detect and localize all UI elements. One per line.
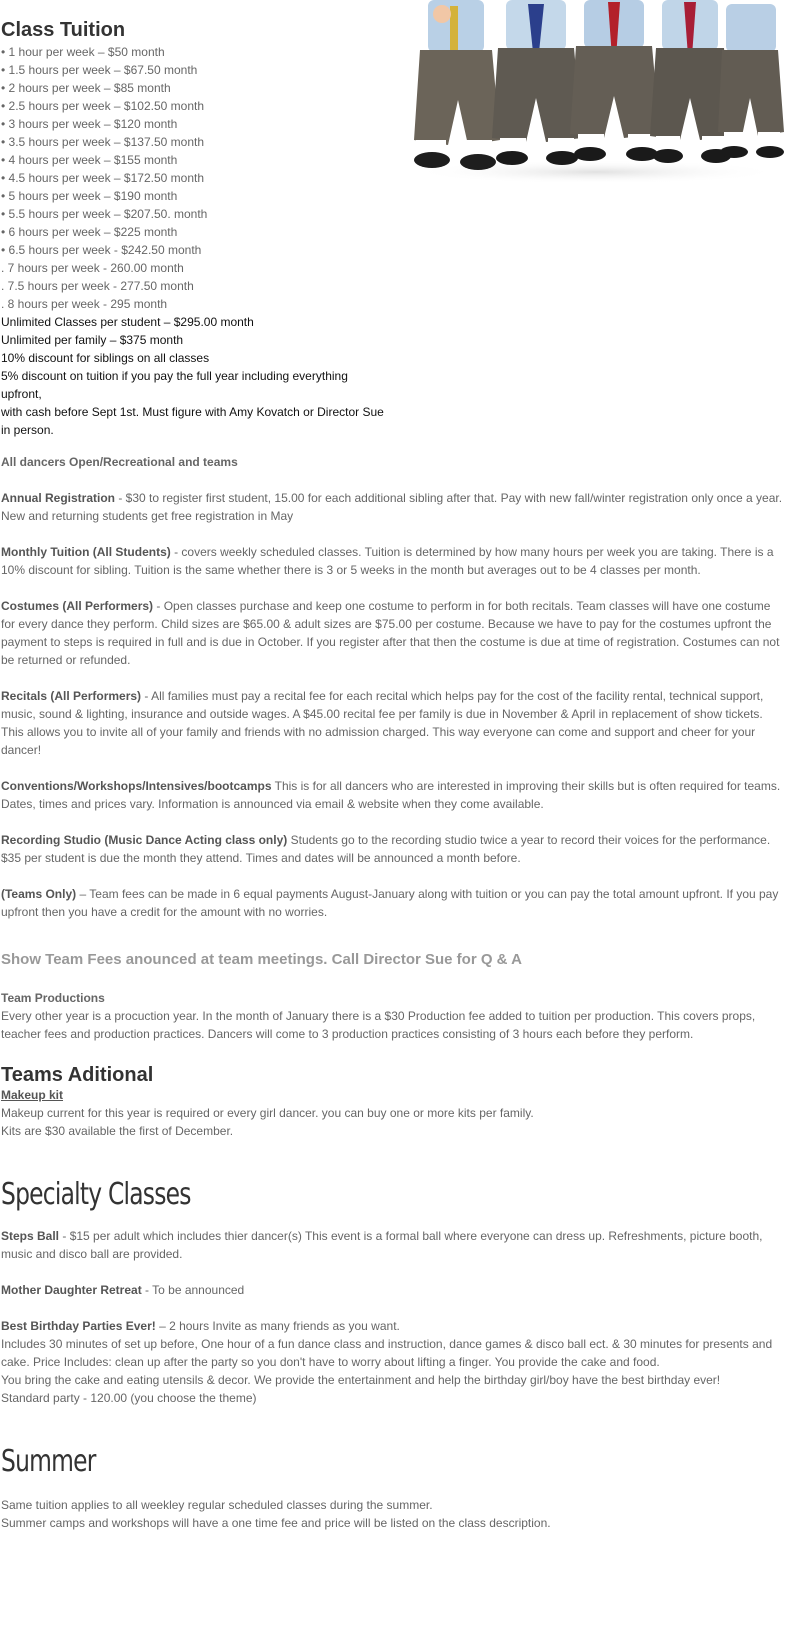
recitals-text: - All families must pay a recital fee for each recital which helps pay for the cost of the facility rental, technical support, music, sound & lighting, insurance and outside wages. A $45.00 recital fee per family is due in November & April in replacement of show tickets. This allows you to invite all of your family and friends with no admission charged. This way everyone can come and support and cheer for your dancer! bbox=[1, 689, 764, 757]
recording-label: Recording Studio (Music Dance Acting class only) bbox=[1, 833, 288, 847]
page-content bbox=[1, 0, 783, 1530]
class-tuition-heading: Class Tuition bbox=[1, 19, 126, 41]
birthday-text: – 2 hours Invite as many friends as you want. bbox=[155, 1319, 400, 1333]
full-year-discount-line: 5% discount on tuition if you pay the full year including everything upfront, bbox=[1, 369, 348, 401]
makeup-kit-label: Makeup kit bbox=[1, 1088, 64, 1102]
recitals-label: Recitals (All Performers) bbox=[1, 689, 142, 703]
rate-item: • 5 hours per week – $190 month bbox=[1, 189, 178, 203]
unlimited-student-line: Unlimited Classes per student – $295.00 month bbox=[1, 315, 254, 329]
recording-text: Students go to the recording studio twice a year to record their voices for the performance. $35 per student is due the month they attend. Times and dates will be announced a month before. bbox=[1, 833, 771, 865]
registration-text: - $30 to register first student, 15.00 for each additional sibling after that. Pay with new fall/winter registration only once a year. New and returning students get free registration in May bbox=[1, 491, 783, 523]
summer-text bbox=[1, 1496, 783, 1532]
rate-item: • 4 hours per week – $155 month bbox=[1, 153, 178, 167]
rate-item: • 6.5 hours per week - $242.50 month bbox=[1, 243, 202, 257]
costumes-label: Costumes (All Performers) bbox=[1, 599, 154, 613]
birthday-item bbox=[1, 1317, 783, 1407]
rate-item: • 4.5 hours per week – $172.50 month bbox=[1, 171, 204, 185]
cash-note-line: with cash before Sept 1st. Must figure with Amy Kovatch or Director Sue in person. bbox=[1, 405, 384, 437]
summer-heading: Summer bbox=[1, 1444, 96, 1479]
tuition-section bbox=[1, 0, 783, 446]
monthly-tuition-label: Monthly Tuition (All Students) bbox=[1, 545, 171, 559]
teams-additional-heading: Teams Aditional bbox=[1, 1064, 154, 1086]
retreat-label: Mother Daughter Retreat bbox=[1, 1283, 142, 1297]
rate-item: • 3.5 hours per week – $137.50 month bbox=[1, 135, 204, 149]
rate-item: • 6 hours per week – $225 month bbox=[1, 225, 178, 239]
tuition-block bbox=[1, 19, 391, 439]
rate-item: • 1.5 hours per week – $67.50 month bbox=[1, 63, 198, 77]
birthday-label: Best Birthday Parties Ever! bbox=[1, 1319, 156, 1333]
policies-heading: All dancers Open/Recreational and teams bbox=[1, 455, 238, 469]
birthday-line-3: You bring the cake and eating utensils & decor. We provide the entertainment and help the birthday girl/boy have the best birthday ever! bbox=[1, 1373, 721, 1387]
summer-line-2: Summer camps and workshops will have a one time fee and price will be listed on the class description. bbox=[1, 1516, 551, 1530]
team-productions-label: Team Productions bbox=[1, 991, 105, 1005]
rate-item: • 2.5 hours per week – $102.50 month bbox=[1, 99, 204, 113]
dancers-photo bbox=[406, 0, 784, 184]
teams-only-item bbox=[1, 885, 783, 921]
conventions-label: Conventions/Workshops/Intensives/bootcamps bbox=[1, 779, 272, 793]
makeup-line-1: Makeup current for this year is required or every girl dancer. you can buy one or more kits per family. bbox=[1, 1106, 534, 1120]
specialty-heading: Specialty Classes bbox=[1, 1177, 191, 1212]
conventions-text: This is for all dancers who are interested in improving their skills but is often required for teams. Dates, times and prices vary. Information is announced via email & website when they come available. bbox=[1, 779, 781, 811]
birthday-line-4: Standard party - 120.00 (you choose the theme) bbox=[1, 1391, 257, 1405]
costumes-text: - Open classes purchase and keep one costume to perform in for both recitals. Team classes will have one costume for every dance they perform. Child sizes are $65.00 & adult sizes are $75.00 per costume. Because we have to pay for the costumes upfront the payment to steps is required in full and is due in October. If you register after that then the costume is due at time of registration. Costumes can not be returned or refunded. bbox=[1, 599, 780, 667]
recitals-item bbox=[1, 687, 783, 759]
team-productions-text: Every other year is a procuction year. In the month of January there is a $30 Production fee added to tuition per production. This covers props, teacher fees and production practices. Dancers will come to 3 production practices consisting of 3 hours each before they perform. bbox=[1, 1009, 756, 1041]
makeup-line-2: Kits are $30 available the first of December. bbox=[1, 1124, 234, 1138]
summer-line-1: Same tuition applies to all weekley regular scheduled classes during the summer. bbox=[1, 1498, 433, 1512]
steps-ball-text: - $15 per adult which includes thier dancer(s) This event is a formal ball where everyone can dress up. Refreshments, picture booth, music and disco ball are provided. bbox=[1, 1229, 763, 1261]
teams-additional-section bbox=[1, 1064, 783, 1140]
rate-item: . 7.5 hours per week - 277.50 month bbox=[1, 279, 194, 293]
teams-only-label: (Teams Only) bbox=[1, 887, 77, 901]
retreat-text: - To be announced bbox=[141, 1283, 245, 1297]
monthly-tuition-text: - covers weekly scheduled classes. Tuition is determined by how many hours per week you are taking. There is a 10% discount for sibling. Tuition is the same whether there is 3 or 5 weeks in the month but averages out to be 4 classes per month. bbox=[1, 545, 774, 577]
birthday-line-2: Includes 30 minutes of set up before, One hour of a fun dance class and instruction, dance games & disco ball ect. & 30 minutes for presents and cake. Price Includes: clean up after the party so you don't have to worry about lifting a finger. You provide the cake and food. bbox=[1, 1337, 773, 1369]
team-productions-item bbox=[1, 989, 783, 1043]
rate-item: . 7 hours per week - 260.00 month bbox=[1, 261, 184, 275]
rate-item: • 1 hour per week – $50 month bbox=[1, 45, 165, 59]
costumes-item bbox=[1, 597, 783, 669]
steps-ball-label: Steps Ball bbox=[1, 1229, 60, 1243]
recording-item bbox=[1, 831, 783, 867]
registration-label: Annual Registration bbox=[1, 491, 116, 505]
dancers-photo-illustration bbox=[406, 0, 784, 184]
monthly-tuition-item bbox=[1, 543, 783, 579]
summer-section bbox=[1, 1444, 783, 1480]
rate-item: • 2 hours per week – $85 month bbox=[1, 81, 171, 95]
registration-item bbox=[1, 489, 783, 525]
rate-list bbox=[1, 43, 391, 313]
team-fees-heading: Show Team Fees anounced at team meetings. Call Director Sue for Q & A bbox=[1, 951, 522, 968]
retreat-item bbox=[1, 1281, 783, 1299]
steps-ball-item bbox=[1, 1227, 783, 1263]
sibling-discount-line: 10% discount for siblings on all classes bbox=[1, 351, 210, 365]
conventions-item bbox=[1, 777, 783, 813]
rate-item: . 8 hours per week - 295 month bbox=[1, 297, 168, 311]
team-fees-section bbox=[1, 950, 783, 970]
rate-item: • 5.5 hours per week – $207.50. month bbox=[1, 207, 208, 221]
specialty-section bbox=[1, 1177, 783, 1213]
policies-section bbox=[1, 453, 783, 471]
rate-item: • 3 hours per week – $120 month bbox=[1, 117, 178, 131]
unlimited-family-line: Unlimited per family – $375 month bbox=[1, 333, 184, 347]
teams-only-text: – Team fees can be made in 6 equal payments August-January along with tuition or you can pay the total amount upfront. If you pay upfront then you have a credit for the amount with no worries. bbox=[1, 887, 779, 919]
